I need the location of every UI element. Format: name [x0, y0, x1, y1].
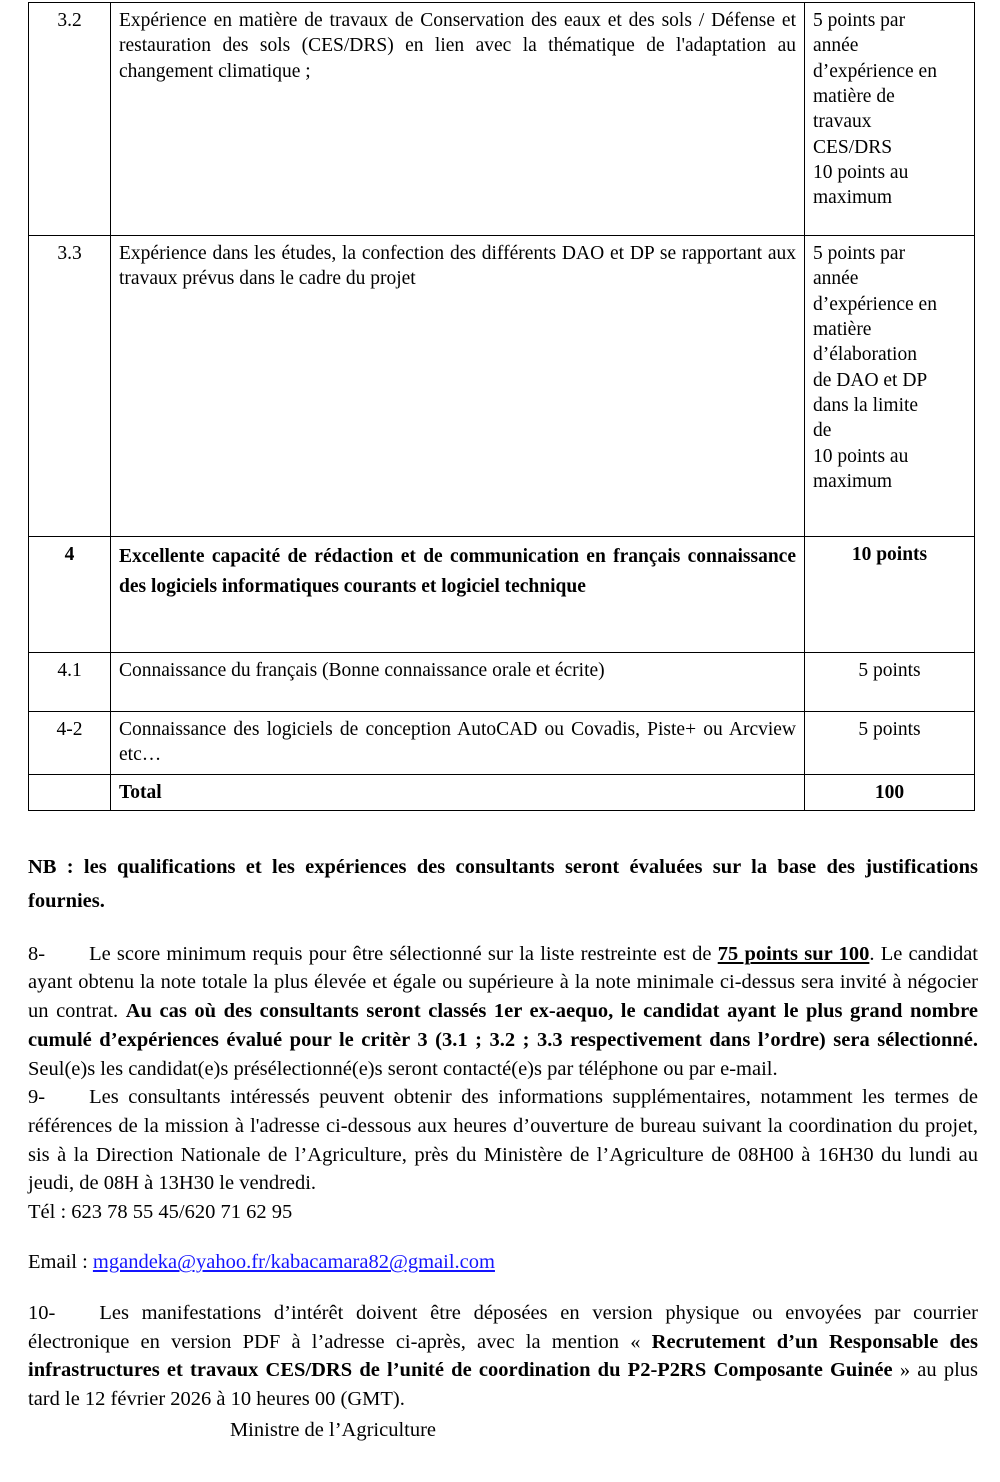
table-row-total [29, 775, 975, 811]
row-points: 5 points [805, 653, 975, 712]
row-points [805, 3, 975, 236]
points-line: année [813, 35, 859, 57]
table-row [29, 712, 975, 775]
row-description [111, 712, 805, 775]
row-description [111, 3, 805, 236]
row-number: 4.1 [29, 653, 111, 712]
paragraph-10-emphasis-title: Recrutement d’un Responsable des infrastructures et travaux CES/DRS de l’unité de coordination du P2-P2RS Composante Guinée [28, 1330, 979, 1382]
points-line: 10 points au [813, 445, 909, 467]
table-row [29, 3, 975, 236]
paragraph-8-marker: 8- [28, 942, 46, 965]
points-line: 5 points par [813, 243, 906, 264]
points-line: travaux [813, 111, 872, 133]
paragraph-9 [28, 1083, 978, 1198]
paragraph-9-marker: 9- [28, 1086, 46, 1109]
email-label: Email : [28, 1251, 93, 1274]
email-line [28, 1248, 978, 1277]
points-line: d’expérience en [813, 60, 937, 82]
row-points: 5 points [805, 712, 975, 775]
points-line: dans la limite [813, 395, 919, 417]
email-link[interactable]: mgandeka@yahoo.fr/kabacamara82@gmail.com [92, 1251, 495, 1274]
paragraph-8-emphasis-tiebreak: Au cas où des consultants seront classés 1er ex-aequo, le candidat ayant le plus grand nombre cumulé d’expériences évalué pour le critèr 3 (3.1 ; 3.2 ; 3.3 respectivement dans l’ordre) sera sélectionné. [28, 1000, 978, 1051]
row-number [29, 775, 111, 811]
signature-line: Ministre de l’Agriculture [229, 1418, 437, 1441]
points-line: 5 points par [813, 10, 906, 31]
points-line: matière [813, 319, 872, 341]
row-number: 3.2 [29, 3, 111, 236]
row-description: Connaissance du français (Bonne connaissance orale et écrite) [111, 653, 805, 712]
phone-line [28, 1198, 978, 1226]
paragraph-8-part3: Seul(e)s les candidat(e)s présélectionné(e)s seront contacté(e)s par téléphone ou par e-mail. [28, 1057, 778, 1080]
points-line: matière de [813, 86, 895, 108]
paragraph-8 [28, 940, 978, 1083]
total-label: Total [111, 775, 805, 811]
table-row [29, 537, 975, 653]
paragraph-8-part2: . Le candidat ayant obtenu la note totale la plus élevée et égale ou supérieure à la note minimale ci-dessus sera invité à négocier un contrat. [28, 942, 978, 1023]
row-description [111, 537, 805, 653]
document-page [0, 2, 1000, 1482]
points-line: maximum [813, 471, 893, 493]
row-number: 3.3 [29, 236, 111, 537]
points-line: année [813, 268, 859, 290]
row-description-text: Connaissance des logiciels de conception AutoCAD ou Covadis, Piste+ ou Arcview etc… [119, 719, 796, 766]
paragraph-10 [28, 1299, 978, 1414]
points-line: d’expérience en [813, 293, 937, 315]
nb-note: NB : les qualifications et les expériences des consultants seront évaluées sur la base des justifications fournies. [28, 856, 978, 912]
row-description-text: Expérience en matière de travaux de Conservation des eaux et des sols / Défense et restauration des sols (CES/DRS) en lien avec la thématique de l'adaptation au changement climatique ; [119, 10, 796, 82]
row-number: 4 [29, 537, 111, 653]
table-row [29, 236, 975, 537]
points-line: d’élaboration [813, 344, 917, 366]
row-number: 4-2 [29, 712, 111, 775]
total-points: 100 [805, 775, 975, 811]
points-line: 10 points au [813, 162, 909, 184]
row-description-text: Excellente capacité de rédaction et de communication en français connaissance des logiciels informatiques courants et logiciel technique [119, 546, 796, 598]
points-line: de [813, 420, 832, 442]
paragraph-8-part1: Le score minimum requis pour être sélectionné sur la liste restreinte est de [89, 942, 718, 965]
points-line: de DAO et DP [813, 369, 928, 391]
table-row [29, 653, 975, 712]
criteria-table [28, 2, 975, 811]
paragraph-10-marker: 10- [28, 1301, 56, 1324]
points-line: maximum [813, 187, 893, 209]
phone-number: 623 78 55 45/620 71 62 95 [71, 1200, 293, 1223]
row-points: 10 points [805, 537, 975, 653]
paragraph-8-emphasis-score: 75 points sur 100 [717, 942, 870, 965]
body-text [28, 851, 978, 1444]
row-description-text: Expérience dans les études, la confection des différents DAO et DP se rapportant aux travaux prévus dans le cadre du projet [119, 243, 796, 290]
phone-label: Tél : [28, 1200, 72, 1223]
row-points [805, 236, 975, 537]
row-description [111, 236, 805, 537]
paragraph-9-text: Les consultants intéressés peuvent obtenir des informations supplémentaires, notamment les termes de références de la mission à l'adresse ci-dessous aux heures d’ouverture de bureau suivant la coordination du projet, sis à la Direction Nationale de l’Agriculture, près du Ministère de l’Agriculture de 08H00 à 16H30 du lundi au jeudi, de 08H à 13H30 le vendredi. [28, 1086, 978, 1195]
paragraph-10-part1: Les manifestations d’intérêt doivent être déposées en version physique ou envoyées par courrier électronique en version PDF à l’adresse ci-après, avec la mention « [28, 1301, 978, 1353]
paragraph-10-part2: » au plus tard le 12 février 2026 à 10 heures 00 (GMT). [28, 1359, 979, 1410]
points-line: CES/DRS [813, 136, 893, 158]
